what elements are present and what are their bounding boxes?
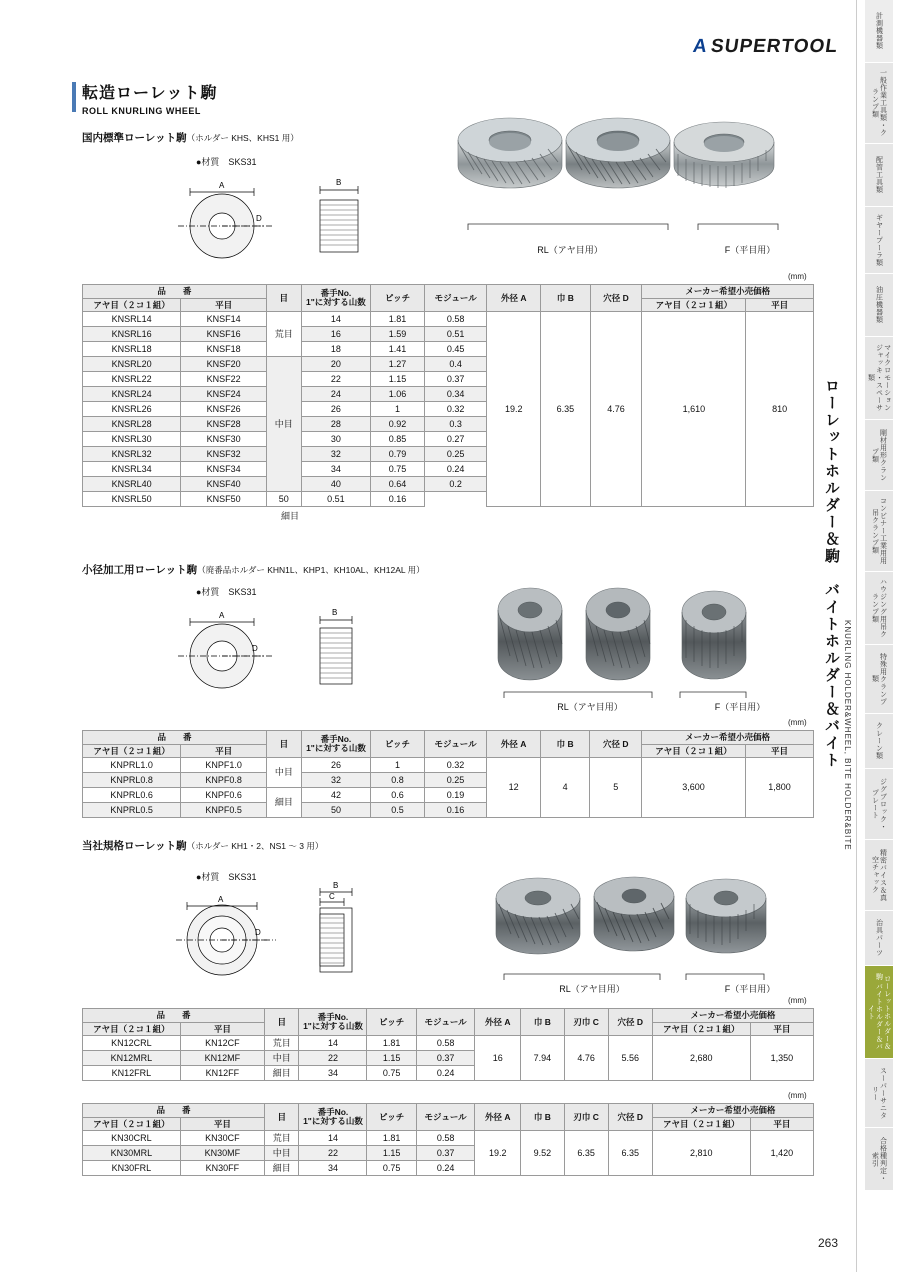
cell-module: 0.58 [416,1036,474,1051]
section-2-caption-f: F（平目用） [714,702,766,712]
cell-teeth: 50 [301,803,370,818]
cell-teeth: 40 [301,477,370,492]
cell-teeth: 32 [301,447,370,462]
col-group-price: メーカー希望小売価格 [642,285,814,299]
cell-code-hira: KNSF24 [181,387,267,402]
section-2-table [82,730,814,818]
cell-module: 0.37 [416,1051,474,1066]
col-outer: 外径 A [487,285,541,312]
section-3-caption-rl: RL（アヤ目用） [559,984,625,994]
section-3-heading [82,838,323,853]
cell-code-aya: KN12CRL [83,1036,181,1051]
cell-pitch: 0.79 [371,447,425,462]
cell-code-hira: KNSF34 [181,462,267,477]
side-tab-12[interactable]: 精密バイス＆真空チャック [865,840,893,910]
cell-code-aya: KNSRL40 [83,477,181,492]
cell-width: 4 [540,758,589,818]
col-me: 目 [266,731,301,758]
cell-width: 9.52 [521,1131,564,1176]
section-3-photos [490,872,810,992]
cell-price-hira: 1,800 [745,758,813,818]
cell-code-aya: KN30CRL [83,1131,181,1146]
cell-teeth: 26 [301,402,370,417]
cell-me: 細目 [265,1161,299,1176]
cell-code-hira: KNSF18 [181,342,267,357]
cell-pitch: 0.75 [371,462,425,477]
cell-code-hira: KNSF32 [181,447,267,462]
cell-pitch: 1.41 [371,342,425,357]
section-1-photos [450,108,810,243]
side-tab-7[interactable]: コンビナー工業用用吊クランプ類 [865,491,893,571]
cell-me: 荒目 [265,1131,299,1146]
cell-outer: 19.2 [487,312,541,507]
cell-pitch: 1.15 [367,1051,416,1066]
cell-code-aya: KNPRL0.5 [83,803,181,818]
cell-code-hira: KN12CF [180,1036,264,1051]
section-3-unit: (mm) [788,996,807,1005]
cell-teeth: 22 [299,1051,367,1066]
cell-module: 0.27 [424,432,487,447]
cell-pitch: 0.8 [371,773,425,788]
vertical-section-title: ローレットホルダー＆駒 バイトホルダー＆バイト [823,378,840,769]
dim-label-d: D [256,214,262,223]
dim-label-d: D [252,644,258,653]
cell-price-aya: 1,610 [642,312,746,507]
side-tab-2[interactable]: 配管工具類 [865,144,893,206]
cell-teeth: 22 [299,1146,367,1161]
cell-price-aya: 2,680 [652,1036,750,1081]
cell-teeth: 32 [301,773,370,788]
cell-code-aya: KNSRL14 [83,312,181,327]
cell-teeth: 16 [301,327,370,342]
col-price-hira: 平目 [750,1022,813,1036]
col-price-hira: 平目 [745,744,813,758]
cell-pitch: 0.92 [371,417,425,432]
cell-me: 中目 [266,357,301,492]
col-hole: 穴径 D [590,731,642,758]
side-tab-16[interactable]: 合格種判定・索引 [865,1128,893,1190]
cell-price-aya: 2,810 [652,1131,750,1176]
cell-code-aya: KNPRL1.0 [83,758,181,773]
col-code-hira: 平目 [181,298,267,312]
cell-pitch: 0.64 [371,477,425,492]
section-1-heading [82,130,299,145]
dim-label-a: A [219,181,225,190]
cell-me: 細目 [266,788,301,818]
section-4-unit: (mm) [788,1091,807,1100]
cell-pitch: 0.51 [301,492,370,507]
col-price-aya: アヤ目（２コ１組） [642,298,746,312]
cell-code-hira: KNSF26 [181,402,267,417]
col-teeth: 番手No. 1"に対する山数 [299,1104,367,1131]
col-code-aya: アヤ目（２コ１組） [83,1022,181,1036]
cell-hole: 4.76 [590,312,642,507]
page-title [82,80,218,116]
cell-code-aya: KN30MRL [83,1146,181,1161]
cell-teeth: 18 [301,342,370,357]
col-code-hira: 平目 [181,744,267,758]
col-pitch: ピッチ [367,1009,416,1036]
cell-hole: 5 [590,758,642,818]
cell-pitch: 0.6 [371,788,425,803]
col-width: 巾 B [540,731,589,758]
brand-wordmark: SUPERTOOL [709,36,840,57]
cell-code-aya: KNSRL18 [83,342,181,357]
col-code-aya: アヤ目（２コ１組） [83,744,181,758]
cell-teeth: 14 [301,312,370,327]
cell-code-aya: KNSRL26 [83,402,181,417]
side-tab-0[interactable]: 計測機器類 [865,0,893,62]
side-tab-1[interactable]: 一般作業工具類・クランプ類 [865,63,893,143]
section-2-drawing [160,598,450,698]
cell-edge: 4.76 [564,1036,608,1081]
cell-me: 中目 [265,1051,299,1066]
dim-label-c: C [329,892,335,901]
section-2-heading-text: 小径加工用ローレット駒 [82,564,198,576]
section-1-unit: (mm) [788,272,807,281]
cell-outer: 19.2 [475,1131,521,1176]
cell-pitch: 1.59 [371,327,425,342]
section-3-table [82,1008,814,1081]
table-row [83,758,814,773]
col-outer: 外径 A [475,1009,521,1036]
cell-hole: 6.35 [608,1131,652,1176]
col-group-price: メーカー希望小売価格 [652,1009,813,1023]
cell-code-aya: KNSRL20 [83,357,181,372]
cell-me: 中目 [266,758,301,788]
col-width: 巾 B [521,1104,564,1131]
cell-code-aya: KN12MRL [83,1051,181,1066]
cell-module: 0.2 [424,477,487,492]
section-1-table [82,284,814,507]
section-2-caption-rl: RL（アヤ目用） [557,702,623,712]
cell-code-aya: KNSRL32 [83,447,181,462]
cell-module: 0.16 [371,492,425,507]
col-width: 巾 B [541,285,590,312]
cell-teeth: 50 [266,492,301,507]
section-4-table [82,1103,814,1176]
section-1-caption-rl: RL（アヤ目用） [537,245,603,255]
col-teeth: 番手No. 1"に対する山数 [301,285,370,312]
side-tab-15[interactable]: スーパーサニタリー [865,1059,893,1127]
cell-code-hira: KNSF14 [181,312,267,327]
section-1-drawing [160,168,450,268]
cell-code-hira: KN30CF [180,1131,264,1146]
cell-code-aya: KNSRL24 [83,387,181,402]
col-outer: 外径 A [487,731,541,758]
section-3-caption-f: F（平目用） [724,984,776,994]
cell-edge: 6.35 [564,1131,608,1176]
dim-label-d: D [255,928,261,937]
cell-pitch: 1.27 [371,357,425,372]
cell-teeth: 20 [301,357,370,372]
cell-module: 0.37 [416,1146,474,1161]
side-tab-6[interactable]: 剛材用形クランプ類 [865,420,893,490]
brand-logo [693,36,838,58]
page-number: 263 [817,1236,838,1250]
cell-module: 0.32 [424,758,486,773]
cell-module: 0.16 [424,803,486,818]
col-module: モジュール [424,731,486,758]
side-tab-rail [856,0,900,1272]
col-price-hira: 平目 [750,1117,813,1131]
table-row [83,1036,814,1051]
cell-teeth: 28 [301,417,370,432]
side-tab-9[interactable]: 特殊用クランプ類 [865,645,893,713]
cell-teeth: 26 [301,758,370,773]
cell-outer: 16 [475,1036,521,1081]
cell-pitch: 1.06 [371,387,425,402]
dim-label-b: B [333,881,339,890]
cell-pitch: 1.15 [371,372,425,387]
col-me: 目 [265,1009,299,1036]
col-hole: 穴径 D [608,1104,652,1131]
cell-code-hira: KNPF0.8 [181,773,267,788]
section-3-heading-text: 当社規格ローレット駒 [82,840,187,852]
col-me: 目 [265,1104,299,1131]
cell-teeth: 22 [301,372,370,387]
cell-module: 0.58 [416,1131,474,1146]
section-1-material: ●材質 SKS31 [196,157,257,167]
section-2-photos [490,580,810,710]
cell-width: 6.35 [541,312,590,507]
cell-code-aya: KNSRL30 [83,432,181,447]
cell-code-aya: KNSRL50 [83,492,181,507]
vertical-section-title-en: KNURLING HOLDER&WHEEL, BITE HOLDER&BITE [843,620,852,851]
section-1-me-fine: 細目 [272,509,308,522]
cell-code-hira: KN30FF [180,1161,264,1176]
cell-module: 0.4 [424,357,487,372]
col-price-aya: アヤ目（２コ１組） [642,744,746,758]
cell-code-hira: KNSF22 [181,372,267,387]
col-edge: 刃巾 C [564,1104,608,1131]
cell-outer: 12 [487,758,541,818]
cell-teeth: 34 [301,462,370,477]
cell-pitch: 0.85 [371,432,425,447]
cell-teeth: 30 [301,432,370,447]
cell-pitch: 0.75 [367,1161,416,1176]
cell-code-aya: KNPRL0.6 [83,788,181,803]
dim-label-a: A [219,611,225,620]
cell-code-hira: KNPF0.5 [181,803,267,818]
dim-label-b: B [336,178,342,187]
cell-me: 荒目 [265,1036,299,1051]
cell-code-hira: KN30MF [180,1146,264,1161]
col-me: 目 [266,285,301,312]
cell-pitch: 0.75 [367,1066,416,1081]
side-tab-10[interactable]: クレーン類 [865,714,893,768]
cell-code-aya: KN30FRL [83,1161,181,1176]
cell-code-hira: KN12MF [180,1051,264,1066]
dim-label-a: A [218,895,224,904]
cell-price-hira: 1,350 [750,1036,813,1081]
col-code-hira: 平目 [180,1022,264,1036]
side-tab-13[interactable]: 治具パーツ [865,911,893,965]
col-teeth: 番手No. 1"に対する山数 [299,1009,367,1036]
cell-price-aya: 3,600 [642,758,746,818]
col-group-code: 品 番 [83,731,267,745]
col-group-code: 品 番 [83,1104,265,1118]
page-title-en: ROLL KNURLING WHEEL [82,106,201,116]
col-group-price: メーカー希望小売価格 [642,731,814,745]
cell-me: 中目 [265,1146,299,1161]
table-row [83,1131,814,1146]
cell-pitch: 1 [371,758,425,773]
side-tab-11[interactable]: ジグブロック・プレート [865,769,893,839]
cell-code-aya: KNSRL28 [83,417,181,432]
cell-teeth: 42 [301,788,370,803]
cell-me: 細目 [265,1066,299,1081]
cell-module: 0.58 [424,312,487,327]
cell-pitch: 1.15 [367,1146,416,1161]
col-edge: 刃巾 C [564,1009,608,1036]
cell-pitch: 1.81 [371,312,425,327]
cell-module: 0.37 [424,372,487,387]
cell-code-aya: KN12FRL [83,1066,181,1081]
col-width: 巾 B [521,1009,564,1036]
cell-teeth: 24 [301,387,370,402]
cell-width: 7.94 [521,1036,564,1081]
col-module: モジュール [416,1009,474,1036]
cell-module: 0.25 [424,773,486,788]
cell-module: 0.24 [416,1066,474,1081]
side-tab-5[interactable]: マイクロモーションジャッキ・スペーサ類 [865,337,893,419]
col-price-aya: アヤ目（２コ１組） [652,1022,750,1036]
col-pitch: ピッチ [371,285,425,312]
section-3-material: ●材質 SKS31 [196,872,257,882]
cell-module: 0.19 [424,788,486,803]
side-tab-3[interactable]: ギヤープーラ類 [865,207,893,273]
cell-code-hira: KN12FF [180,1066,264,1081]
section-2-heading-note: （廃番品ホルダー KHN1L、KHP1、KH10AL、KH12AL 用） [197,565,425,575]
col-code-aya: アヤ目（２コ１組） [83,298,181,312]
cell-teeth: 14 [299,1036,367,1051]
section-2-material: ●材質 SKS31 [196,587,257,597]
cell-pitch: 1 [371,402,425,417]
section-3-heading-note: （ホルダー KH1・2、NS1 ～ 3 用） [186,841,324,851]
brand-mark-icon: A [691,36,709,57]
section-2-unit: (mm) [788,718,807,727]
cell-teeth: 34 [299,1161,367,1176]
col-code-aya: アヤ目（２コ１組） [83,1117,181,1131]
title-accent-bar [72,82,76,112]
col-hole: 穴径 D [608,1009,652,1036]
cell-pitch: 0.5 [371,803,425,818]
cell-code-hira: KNSF40 [181,477,267,492]
col-pitch: ピッチ [367,1104,416,1131]
cell-price-hira: 810 [746,312,814,507]
col-teeth: 番手No. 1"に対する山数 [301,731,370,758]
cell-code-hira: KNSF30 [181,432,267,447]
cell-code-aya: KNSRL16 [83,327,181,342]
cell-me: 荒目 [266,312,301,357]
cell-code-aya: KNSRL22 [83,372,181,387]
col-price-aya: アヤ目（２コ１組） [652,1117,750,1131]
cell-code-aya: KNSRL34 [83,462,181,477]
cell-code-hira: KNPF0.6 [181,788,267,803]
page-title-ja: 転造ローレット駒 [82,85,218,102]
col-group-code: 品 番 [83,285,267,299]
cell-price-hira: 1,420 [750,1131,813,1176]
cell-code-hira: KNSF28 [181,417,267,432]
col-module: モジュール [416,1104,474,1131]
cell-code-hira: KNSF50 [181,492,267,507]
table-row [83,312,814,327]
dim-label-b: B [332,608,338,617]
cell-teeth: 14 [299,1131,367,1146]
col-outer: 外径 A [475,1104,521,1131]
col-price-hira: 平目 [746,298,814,312]
cell-pitch: 1.81 [367,1036,416,1051]
cell-module: 0.24 [416,1161,474,1176]
section-3-drawing [160,878,450,988]
col-group-code: 品 番 [83,1009,265,1023]
cell-code-aya: KNPRL0.8 [83,773,181,788]
cell-module: 0.32 [424,402,487,417]
cell-module: 0.51 [424,327,487,342]
cell-teeth: 34 [299,1066,367,1081]
cell-module: 0.25 [424,447,487,462]
cell-module: 0.3 [424,417,487,432]
section-1-caption-f: F（平目用） [724,245,776,255]
col-pitch: ピッチ [371,731,425,758]
col-module: モジュール [424,285,487,312]
side-tab-8[interactable]: ハウジング用吊クランプ類 [865,572,893,644]
cell-code-hira: KNSF20 [181,357,267,372]
cell-code-hira: KNPF1.0 [181,758,267,773]
section-1-heading-text: 国内標準ローレット駒 [82,132,187,144]
cell-module: 0.34 [424,387,487,402]
col-hole: 穴径 D [590,285,642,312]
side-tab-4[interactable]: 油圧機器類 [865,274,893,336]
cell-module: 0.45 [424,342,487,357]
col-group-price: メーカー希望小売価格 [652,1104,813,1118]
cell-pitch: 1.81 [367,1131,416,1146]
cell-hole: 5.56 [608,1036,652,1081]
side-tab-14[interactable]: ローレットホルダー＆駒 バイトホルダー＆バイト [865,966,893,1058]
section-1-heading-note: （ホルダー KHS、KHS1 用） [186,133,299,143]
col-code-hira: 平目 [180,1117,264,1131]
section-2-heading [82,562,425,577]
cell-code-hira: KNSF16 [181,327,267,342]
cell-module: 0.24 [424,462,487,477]
